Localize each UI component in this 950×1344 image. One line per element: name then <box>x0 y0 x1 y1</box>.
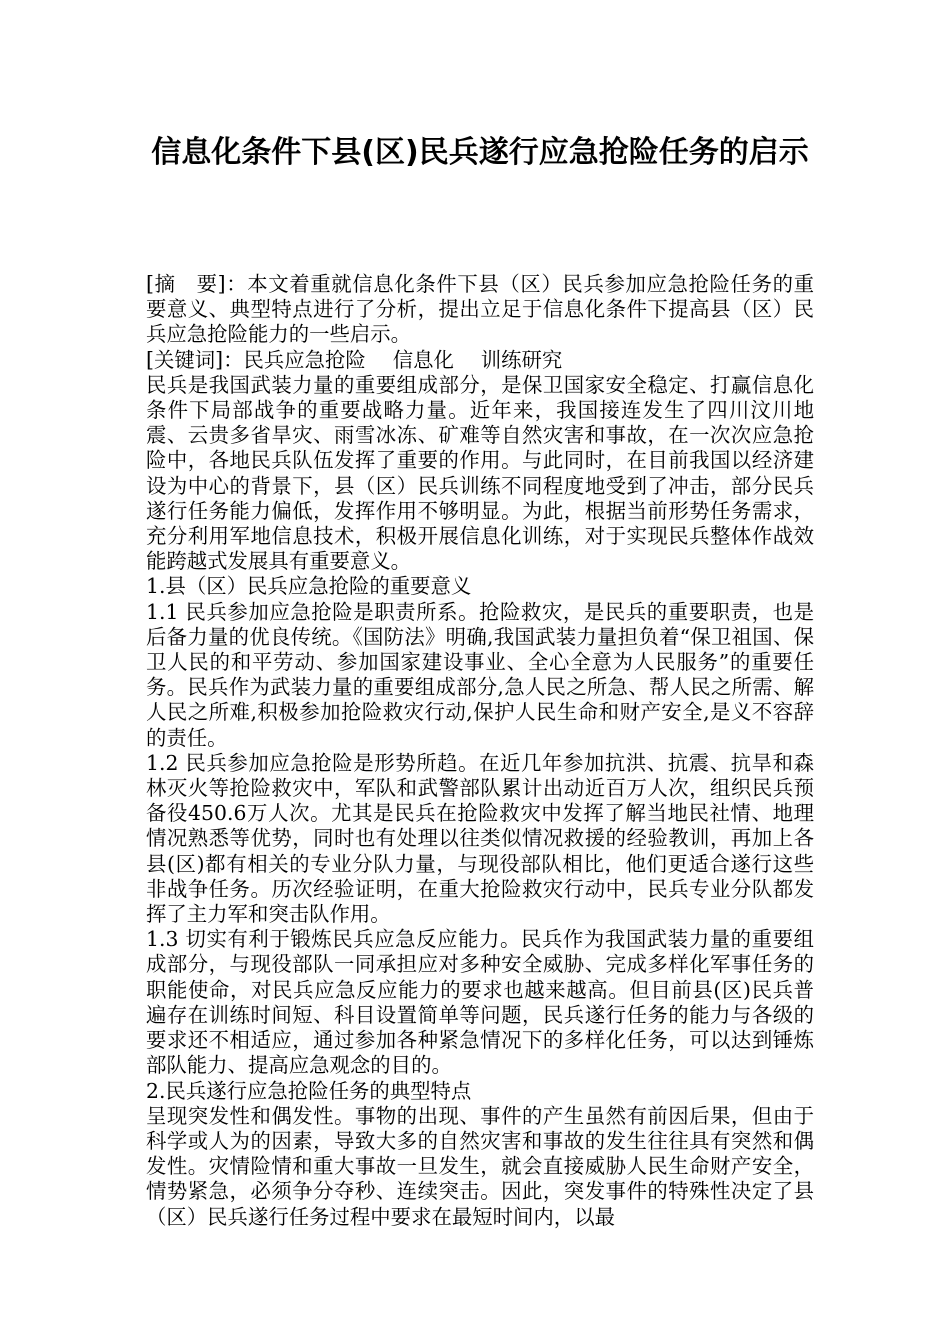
body-paragraph-1-3: 1.3 切实有利于锻炼民兵应急反应能力。民兵作为我国武装力量的重要组成部分，与现役部队一同承担应对多种安全威胁、完成多样化军事任务的职能使命，对民兵应急反应能力的要求也越来越高。但目前县(区)民兵普遍存在训练时间短、科目设置简单等问题，民兵遂行任务的能力与各级的要求还不相适应，通过参加各种紧急情况下的多样化任务，可以达到锤炼部队能力、提高应急观念的目的。 <box>146 927 814 1078</box>
section-heading-1: 1.县（区）民兵应急抢险的重要意义 <box>146 574 472 599</box>
document-body <box>146 272 814 1230</box>
intro-paragraph: 民兵是我国武装力量的重要组成部分，是保卫国家安全稳定、打赢信息化条件下局部战争的重要战略力量。近年来，我国接连发生了四川汶川地震、云贵多省旱灾、雨雪冰冻、矿难等自然灾害和事故，在一次次应急抢险中，各地民兵队伍发挥了重要的作用。与此同时，在目前我国以经济建设为中心的背景下，县（区）民兵训练不同程度地受到了冲击，部分民兵遂行任务能力偏低，发挥作用不够明显。为此，根据当前形势任务需求，充分利用军地信息技术，积极开展信息化训练，对于实现民兵整体作战效能跨越式发展具有重要意义。 <box>146 372 814 574</box>
section-heading-2: 2.民兵遂行应急抢险任务的典型特点 <box>146 1078 472 1103</box>
body-paragraph-2-1: 呈现突发性和偶发性。事物的出现、事件的产生虽然有前因后果，但由于科学或人为的因素，导致大多的自然灾害和事故的发生往往具有突然和偶发性。灾情险情和重大事故一旦发生，就会直接威胁人民生命财产安全，情势紧急，必须争分夺秒、连续突击。因此，突发事件的特殊性决定了县（区）民兵遂行任务过程中要求在最短时间内，以最 <box>146 1103 814 1229</box>
document-title: 信息化条件下县(区)民兵遂行应急抢险任务的启示 <box>151 135 809 170</box>
body-paragraph-1-1: 1.1 民兵参加应急抢险是职责所系。抢险救灾，是民兵的重要职责，也是后备力量的优良传统。《国防法》明确,我国武装力量担负着“保卫祖国、保卫人民的和平劳动、参加国家建设事业、全心全意为人民服务”的重要任务。民兵作为武装力量的重要组成部分,急人民之所急、帮人民之所需、解人民之所难,积极参加抢险救灾行动,保护人民生命和财产安全,是义不容辞的责任。 <box>146 599 814 750</box>
body-paragraph-1-2: 1.2 民兵参加应急抢险是形势所趋。在近几年参加抗洪、抗震、抗旱和森林灭火等抢险救灾中，军队和武警部队累计出动近百万人次，组织民兵预备役450.6万人次。尤其是民兵在抢险救灾中发挥了解当地民社情、地理情况熟悉等优势，同时也有处理以往类似情况救援的经验教训，再加上各县(区)都有相关的专业分队力量，与现役部队相比，他们更适合遂行这些非战争任务。历次经验证明，在重大抢险救灾行动中，民兵专业分队都发挥了主力军和突击队作用。 <box>146 750 814 927</box>
abstract-paragraph: [摘 要]：本文着重就信息化条件下县（区）民兵参加应急抢险任务的重要意义、典型特点进行了分析，提出立足于信息化条件下提高县（区）民兵应急抢险能力的一些启示。 <box>146 272 814 347</box>
keywords-paragraph: [关键词]：民兵应急抢险 信息化 训练研究 <box>146 347 563 372</box>
